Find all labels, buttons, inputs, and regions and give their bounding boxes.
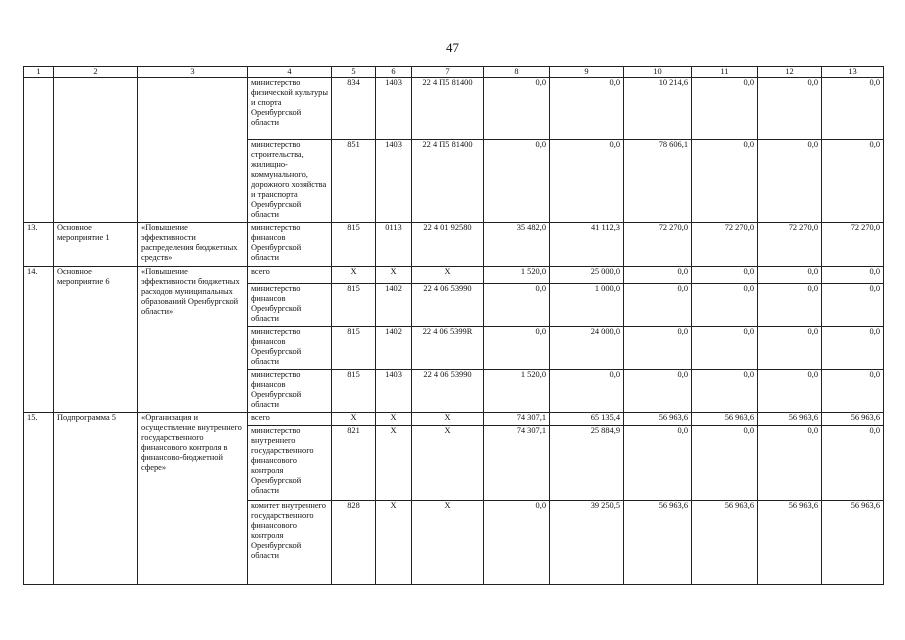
cell-c13: 72 270,0	[822, 223, 884, 267]
row-number: 14.	[24, 267, 54, 413]
table-row	[24, 413, 884, 426]
cell-c13: 56 963,6	[822, 501, 884, 585]
cell-c5: 815	[332, 284, 376, 327]
header-cell: 12	[758, 67, 822, 78]
header-cell: 6	[376, 67, 412, 78]
cell-c12: 0,0	[758, 284, 822, 327]
header-cell: 1	[24, 67, 54, 78]
cell-c7: 22 4 06 53990	[412, 284, 484, 327]
cell-c10: 78 606,1	[624, 140, 692, 223]
cell-c10: 72 270,0	[624, 223, 692, 267]
header-cell: 10	[624, 67, 692, 78]
header-cell: 4	[248, 67, 332, 78]
org-name: министерство финансов Оренбургской области	[248, 284, 332, 327]
header-cell: 11	[692, 67, 758, 78]
cell-c9: 0,0	[550, 370, 624, 413]
cell-c12: 0,0	[758, 426, 822, 501]
cell-c12: 0,0	[758, 370, 822, 413]
cell-c11: 0,0	[692, 370, 758, 413]
cell-c9: 41 112,3	[550, 223, 624, 267]
cell-c12: 72 270,0	[758, 223, 822, 267]
cell-c6: X	[376, 501, 412, 585]
cell-c6: X	[376, 267, 412, 284]
row-title: «Повышение эффективности бюджетных расходов муниципальных образований Оренбургской области»	[138, 267, 248, 413]
cell-c12: 0,0	[758, 78, 822, 140]
cell-c11: 0,0	[692, 78, 758, 140]
header-cell: 8	[484, 67, 550, 78]
cell-c9: 0,0	[550, 78, 624, 140]
row-number: 13.	[24, 223, 54, 267]
cell-c11: 56 963,6	[692, 501, 758, 585]
cell-c9: 65 135,4	[550, 413, 624, 426]
cell-c6: 0113	[376, 223, 412, 267]
row-number	[24, 78, 54, 223]
cell-c7: X	[412, 501, 484, 585]
cell-c10: 10 214,6	[624, 78, 692, 140]
cell-c13: 0,0	[822, 370, 884, 413]
row-kind: Основное мероприятие 6	[54, 267, 138, 413]
cell-c11: 0,0	[692, 327, 758, 370]
cell-c11: 0,0	[692, 284, 758, 327]
header-cell: 9	[550, 67, 624, 78]
cell-c5: X	[332, 267, 376, 284]
header-cell: 2	[54, 67, 138, 78]
cell-c5: 815	[332, 327, 376, 370]
cell-c5: 828	[332, 501, 376, 585]
cell-c8: 0,0	[484, 501, 550, 585]
cell-c5: X	[332, 413, 376, 426]
cell-c6: X	[376, 413, 412, 426]
cell-c6: X	[376, 426, 412, 501]
row-kind: Основное мероприятие 1	[54, 223, 138, 267]
cell-c9: 0,0	[550, 140, 624, 223]
cell-c13: 0,0	[822, 284, 884, 327]
header-cell: 7	[412, 67, 484, 78]
cell-c13: 0,0	[822, 267, 884, 284]
cell-c13: 0,0	[822, 140, 884, 223]
org-name: министерство финансов Оренбургской области	[248, 223, 332, 267]
cell-c12: 0,0	[758, 140, 822, 223]
cell-c10: 0,0	[624, 370, 692, 413]
table-row	[24, 267, 884, 284]
org-name: всего	[248, 267, 332, 284]
cell-c11: 0,0	[692, 426, 758, 501]
row-title: «Повышение эффективности распределения бюджетных средств»	[138, 223, 248, 267]
cell-c5: 815	[332, 223, 376, 267]
cell-c5: 815	[332, 370, 376, 413]
table-row	[24, 78, 884, 140]
cell-c8: 1 520,0	[484, 267, 550, 284]
cell-c5: 834	[332, 78, 376, 140]
cell-c11: 56 963,6	[692, 413, 758, 426]
cell-c7: 22 4 П5 81400	[412, 78, 484, 140]
cell-c10: 0,0	[624, 284, 692, 327]
cell-c13: 0,0	[822, 327, 884, 370]
row-number: 15.	[24, 413, 54, 585]
cell-c11: 0,0	[692, 267, 758, 284]
org-name: всего	[248, 413, 332, 426]
budget-table	[23, 66, 884, 585]
cell-c8: 0,0	[484, 140, 550, 223]
cell-c6: 1403	[376, 370, 412, 413]
row-title: «Организация и осуществление внутреннего государственного финансового контроля в финансово-бюджетной сфере»	[138, 413, 248, 585]
cell-c7: 22 4 П5 81400	[412, 140, 484, 223]
cell-c6: 1402	[376, 284, 412, 327]
cell-c10: 56 963,6	[624, 413, 692, 426]
cell-c6: 1402	[376, 327, 412, 370]
cell-c9: 24 000,0	[550, 327, 624, 370]
cell-c12: 56 963,6	[758, 413, 822, 426]
cell-c7: 22 4 01 92580	[412, 223, 484, 267]
row-kind: Подпрограмма 5	[54, 413, 138, 585]
org-name: министерство строительства, жилищно-коммунального, дорожного хозяйства и транспорта Оренбургской области	[248, 140, 332, 223]
cell-c5: 821	[332, 426, 376, 501]
cell-c9: 25 000,0	[550, 267, 624, 284]
header-cell: 3	[138, 67, 248, 78]
row-title	[138, 78, 248, 223]
cell-c10: 0,0	[624, 327, 692, 370]
header-cell: 5	[332, 67, 376, 78]
cell-c10: 56 963,6	[624, 501, 692, 585]
cell-c8: 35 482,0	[484, 223, 550, 267]
page-number: 47	[446, 40, 459, 55]
cell-c13: 0,0	[822, 426, 884, 501]
cell-c10: 0,0	[624, 426, 692, 501]
cell-c13: 0,0	[822, 78, 884, 140]
cell-c7: 22 4 06 5399R	[412, 327, 484, 370]
cell-c8: 1 520,0	[484, 370, 550, 413]
org-name: министерство физической культуры и спорта Оренбургской области	[248, 78, 332, 140]
cell-c5: 851	[332, 140, 376, 223]
cell-c7: X	[412, 413, 484, 426]
org-name: министерство финансов Оренбургской области	[248, 327, 332, 370]
cell-c12: 56 963,6	[758, 501, 822, 585]
cell-c7: X	[412, 267, 484, 284]
row-kind	[54, 78, 138, 223]
cell-c9: 1 000,0	[550, 284, 624, 327]
table-row	[24, 223, 884, 267]
cell-c8: 74 307,1	[484, 426, 550, 501]
org-name: комитет внутреннего государственного финансового контроля Оренбургской области	[248, 501, 332, 585]
cell-c12: 0,0	[758, 267, 822, 284]
cell-c11: 0,0	[692, 140, 758, 223]
cell-c10: 0,0	[624, 267, 692, 284]
cell-c6: 1403	[376, 78, 412, 140]
cell-c8: 0,0	[484, 78, 550, 140]
cell-c6: 1403	[376, 140, 412, 223]
cell-c8: 0,0	[484, 284, 550, 327]
cell-c11: 72 270,0	[692, 223, 758, 267]
header-cell: 13	[822, 67, 884, 78]
cell-c8: 74 307,1	[484, 413, 550, 426]
cell-c9: 39 250,5	[550, 501, 624, 585]
cell-c12: 0,0	[758, 327, 822, 370]
cell-c9: 25 884,9	[550, 426, 624, 501]
org-name: министерство внутреннего государственного финансового контроля Оренбургской области	[248, 426, 332, 501]
cell-c8: 0,0	[484, 327, 550, 370]
cell-c7: X	[412, 426, 484, 501]
header-row	[24, 67, 884, 78]
org-name: министерство финансов Оренбургской области	[248, 370, 332, 413]
cell-c7: 22 4 06 53990	[412, 370, 484, 413]
cell-c13: 56 963,6	[822, 413, 884, 426]
